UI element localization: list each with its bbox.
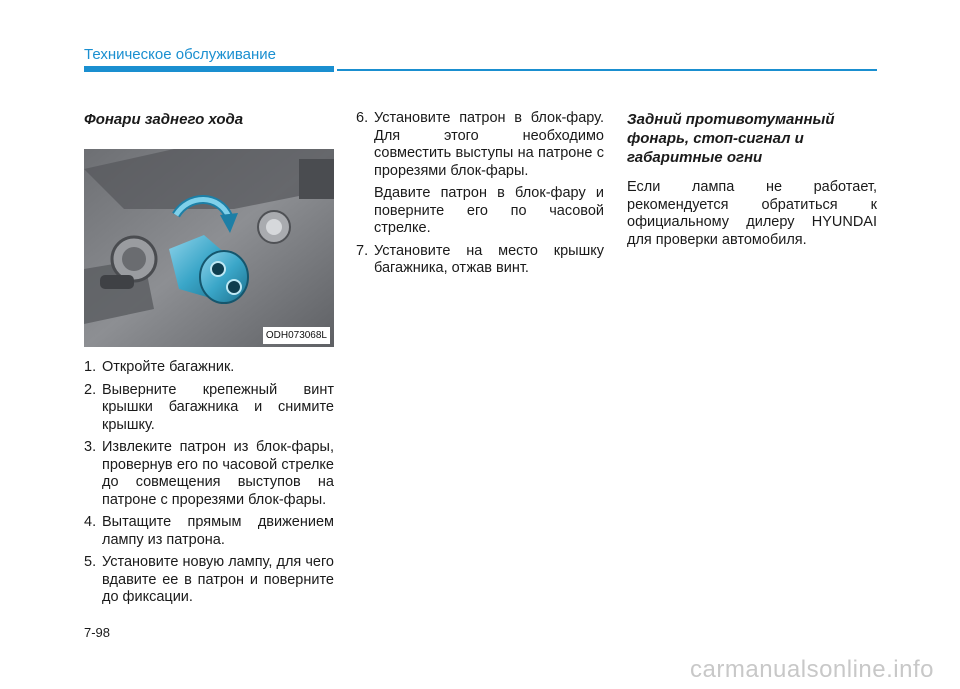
list-item: 6. Установите патрон в блок-фару. Для этого необходимо совместить выступы на патроне с прорезями блок-фары.	[356, 110, 604, 179]
section-title-fog-stop-lights: Задний противотуманный фонарь, стоп-сигнал и габаритные огни	[627, 111, 835, 166]
step6-subparagraph: Вдавите патрон в блок-фару и поверните его по часовой стрелке.	[374, 185, 604, 236]
list-item: 3. Извлеките патрон из блок-фары, провернув его по часовой стрелке до совмещения выступов на патроне с прорезями блок-фары.	[84, 439, 334, 508]
header-title: Техническое обслуживание	[84, 46, 276, 63]
steps-list-middle-2	[356, 243, 604, 278]
list-item: 5. Установите новую лампу, для чего вдавите ее в патрон и поверните до фиксации.	[84, 554, 334, 605]
figure-illustration	[84, 149, 334, 347]
figure-bulb-socket	[84, 149, 334, 347]
list-item: 7. Установите на место крышку багажника, отжав винт.	[356, 242, 604, 276]
right-column	[627, 110, 877, 249]
left-column	[84, 110, 334, 612]
list-item: 1. Откройте багажник.	[84, 359, 235, 375]
list-item: 4. Вытащите прямым движением лампу из патрона.	[84, 514, 334, 548]
steps-list-middle	[356, 110, 604, 180]
header-rule-thin	[337, 69, 877, 71]
page-number: 7-98	[84, 625, 111, 640]
figure-code: ODH073068L	[263, 327, 330, 345]
watermark: carmanualsonline.info	[690, 656, 934, 683]
list-item: 2. Выверните крепежный винт крышки багажника и снимите крышку.	[84, 381, 334, 433]
header-rule-thick	[84, 66, 334, 72]
steps-list-left	[84, 359, 334, 607]
middle-column	[356, 110, 604, 283]
body-text-dealer: Если лампа не работает, рекомендуется обратиться к официальному дилеру HYUNDAI для проверки автомобиля.	[627, 179, 877, 248]
section-title-reverse-lights: Фонари заднего хода	[84, 111, 244, 128]
